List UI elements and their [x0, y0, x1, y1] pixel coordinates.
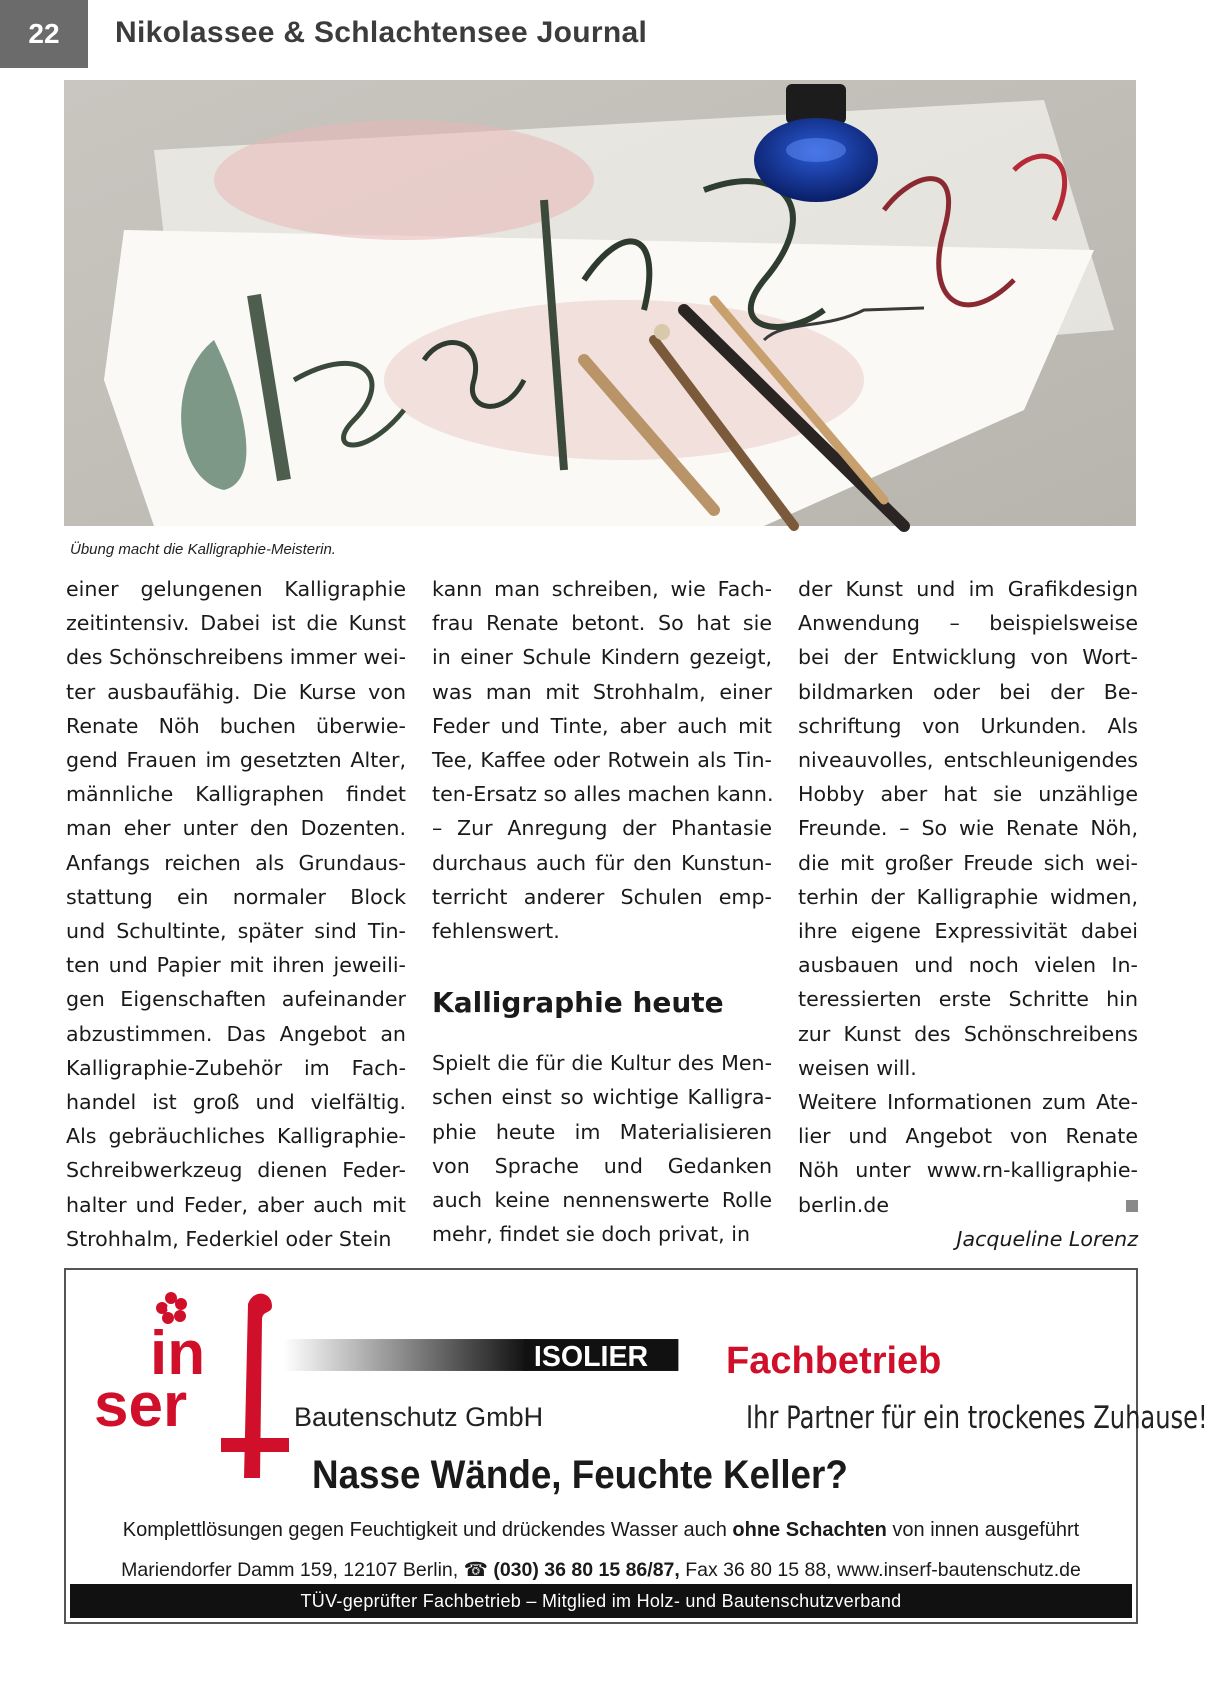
text-line: des Schönschreibens immer wei- [66, 645, 406, 670]
text-line: man eher unter den Dozenten. [66, 816, 406, 841]
text-line: ausbauen und noch vielen In- [798, 953, 1138, 978]
text-line: zeitintensiv. Dabei ist die Kunst [66, 611, 406, 636]
photo-caption: Übung macht die Kalligraphie-Meisterin. [70, 541, 336, 558]
article-column-1 [66, 572, 406, 1256]
text-line: Weitere Informationen zum Ate- [798, 1090, 1138, 1115]
journal-title: Nikolassee & Schlachtensee Journal [115, 16, 648, 49]
text-line: phie heute im Materialisieren [432, 1119, 772, 1144]
text-line: ter ausbaufähig. Die Kurse von [66, 679, 406, 704]
text-line: abzustimmen. Das Angebot an [66, 1021, 406, 1046]
text-line: ten und Papier mit ihren jeweili- [66, 953, 406, 978]
calligraphy-photo [64, 80, 1136, 526]
isolier-text: ISOLIER [533, 1340, 649, 1373]
text-line: bei der Entwicklung von Wort- [798, 645, 1138, 670]
ad-footer-banner: TÜV-geprüfter Fachbetrieb – Mitglied im Holz- und Bautenschutzverband [70, 1584, 1132, 1618]
advertisement [64, 1268, 1208, 1624]
text-line: mehr, findet sie doch privat, in [432, 1222, 750, 1247]
text-line: durchaus auch für den Kunstun- [432, 850, 772, 875]
author-name: Jacqueline Lorenz [956, 1226, 1138, 1251]
text-line: terricht anderer Schulen emp- [432, 884, 772, 909]
text-line: lier und Angebot von Renate [798, 1124, 1138, 1149]
text-line: zur Kunst des Schönschreibens [798, 1021, 1138, 1046]
text-line: die mit großer Freude sich wei- [798, 850, 1138, 875]
text-line: bildmarken oder bei der Be- [798, 679, 1138, 704]
page-number: 22 [0, 0, 88, 68]
text-line: ten-Ersatz so alles machen kann. [432, 782, 774, 807]
inserf-logo [76, 1278, 306, 1498]
ad-headline: Nasse Wände, Feuchte Keller? [312, 1453, 848, 1497]
text-line: terhin der Kalligraphie widmen, [798, 884, 1138, 909]
logo-text-in: in [150, 1319, 206, 1388]
text-line: Als gebräuchliches Kalligraphie- [66, 1124, 406, 1149]
text-line: ihre eigene Expressivität dabei [798, 919, 1138, 944]
company-name: Bautenschutz GmbH [294, 1402, 544, 1432]
text-line: gend Frauen im gesetzten Alter, [66, 748, 406, 773]
text-line: von Sprache und Gedanken [432, 1153, 772, 1178]
text-line: was man mit Strohhalm, einer [432, 679, 772, 704]
text-line: weisen will. [798, 1055, 917, 1080]
ad-tagline: Ihr Partner für ein trockenes Zuhause! [746, 1400, 1208, 1436]
article-column-2 [432, 572, 772, 1251]
text-line: halter und Feder, aber auch mit [66, 1192, 406, 1217]
text-line: Renate Nöh buchen überwie- [66, 713, 406, 738]
end-mark-icon [1126, 1200, 1138, 1212]
text-line: – Zur Anregung der Phantasie [432, 816, 772, 841]
text-line: einer gelungenen Kalligraphie [66, 577, 406, 601]
text-line: fehlenswert. [432, 919, 560, 944]
text-line: berlin.de [798, 1188, 1138, 1222]
text-line: und Schultinte, später sind Tin- [66, 919, 406, 944]
text-line: in einer Schule Kindern gezeigt, [432, 645, 772, 670]
article-column-3 [798, 572, 1138, 1256]
text-line: Anwendung – beispielsweise [798, 611, 1138, 636]
logo-text-ser: ser [94, 1371, 188, 1440]
text-line: Hobby aber hat sie unzählige [798, 782, 1138, 807]
text-line: handel ist groß und vielfältig. [66, 1090, 406, 1115]
text-line: männliche Kalligraphen findet [66, 782, 406, 807]
text-line: Tee, Kaffee oder Rotwein als Tin- [432, 748, 772, 773]
text-line: schen einst so wichtige Kalligra- [432, 1085, 772, 1110]
text-line: Nöh unter www.rn-kalligraphie- [798, 1158, 1138, 1183]
text-line: kann man schreiben, wie Fach- [432, 577, 772, 601]
ad-services-line: Komplettlösungen gegen Feuchtigkeit und drückendes Wasser auch ohne Schachten von innen ausgeführt [122, 1519, 1080, 1541]
text-line: Kalligraphie-Zubehör im Fach- [66, 1055, 406, 1080]
text-line: Schreibwerkzeug dienen Feder- [66, 1158, 406, 1183]
text-line: niveauvolles, entschleunigendes [798, 748, 1138, 773]
calligraphy-photo-illustration [64, 80, 1136, 526]
text-line: gen Eigenschaften aufeinander [66, 987, 406, 1012]
text-line: frau Renate betont. So hat sie [432, 611, 772, 636]
ad-contact-line: Mariendorfer Damm 159, 12107 Berlin, ☎ (030) 36 80 15 86/87, Fax 36 80 15 88, www.inserf-bautenschutz.de [121, 1559, 1081, 1581]
phone-icon: ☎ [463, 1559, 488, 1581]
subheading: Kalligraphie heute [432, 986, 724, 1020]
text-line: auch keine nennenswerte Rolle [432, 1188, 772, 1213]
text-line: teressierten erste Schritte hin [798, 987, 1138, 1012]
fachbetrieb-text: Fachbetrieb [726, 1340, 942, 1382]
text-line: Freunde. – So wie Renate Nöh, [798, 816, 1138, 841]
text-line: Anfangs reichen als Grundaus- [66, 850, 406, 875]
text-line: stattung ein normaler Block [66, 884, 406, 909]
text-line: Spielt die für die Kultur des Men- [432, 1051, 772, 1076]
text-line: der Kunst und im Grafikdesign [798, 577, 1138, 601]
text-line: Strohhalm, Federkiel oder Stein [66, 1226, 392, 1251]
text-line: Feder und Tinte, aber auch mit [432, 713, 772, 738]
isolier-banner [246, 1334, 716, 1376]
text-line: schriftung von Urkunden. Als [798, 713, 1138, 738]
